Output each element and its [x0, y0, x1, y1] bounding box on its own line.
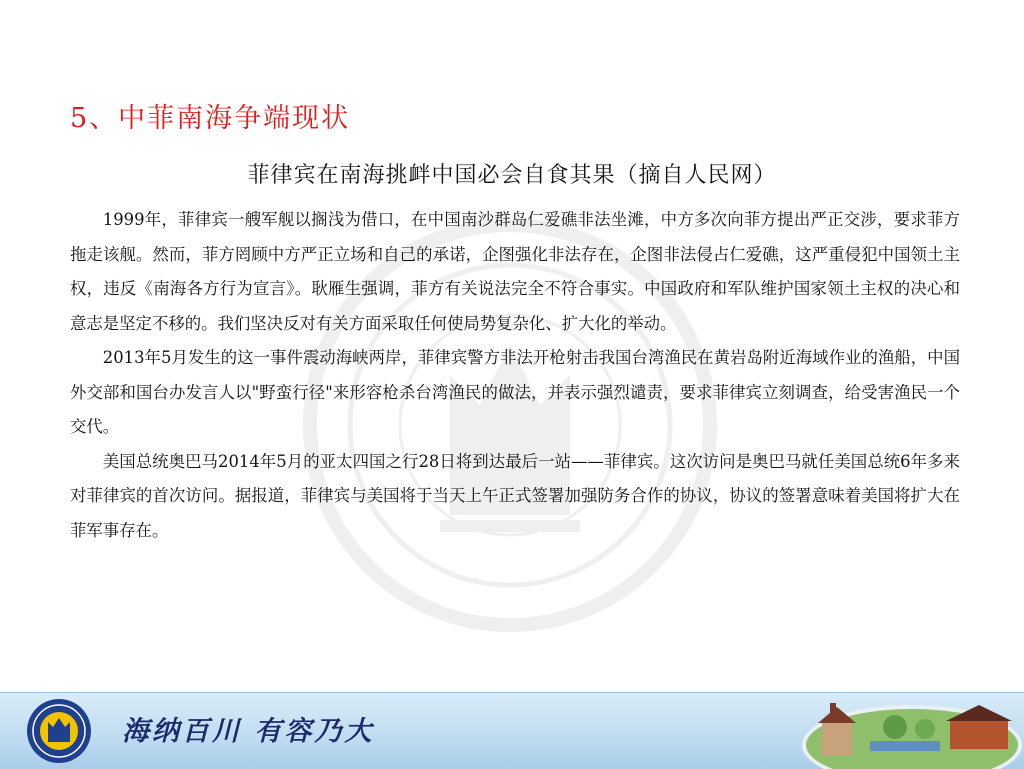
campus-scenery-image: [800, 693, 1024, 769]
paragraph-1: 1999年，菲律宾一艘军舰以搁浅为借口，在中国南沙群岛仁爱礁非法坐滩，中方多次向菲方提出严正交涉，要求菲方拖走该舰。然而，菲方罔顾中方严正立场和自己的承诺，企图强化非法存在，企图非法侵占仁爱礁，这严重侵犯中国领土主权，违反《南海各方行为宣言》。耿雁生强调，菲方有关说法完全不符合事实。中国政府和军队维护国家领土主权的决心和意志是坚定不移的。我们坚决反对有关方面采取任何使局势复杂化、扩大化的举动。: [70, 210, 960, 333]
paragraph-2: 2013年5月发生的这一事件震动海峡两岸，菲律宾警方非法开枪射击我国台湾渔民在黄岩岛附近海域作业的渔船，中国外交部和国台办发言人以"野蛮行径"来形容枪杀台湾渔民的做法，并表示强烈谴责，要求菲律宾立刻调查，给受害渔民一个交代。: [70, 348, 960, 436]
article-subtitle: 菲律宾在南海挑衅中国必会自食其果（摘自人民网）: [247, 163, 777, 188]
footer-banner: [0, 692, 1024, 769]
article-body: [70, 203, 960, 548]
slide-title: 5、中菲南海争端现状: [70, 103, 351, 134]
paragraph-3: 美国总统奥巴马2014年5月的亚太四国之行28日将到达最后一站——菲律宾。这次访问是奥巴马就任美国总统6年多来对菲律宾的首次访问。据报道，菲律宾与美国将于当天上午正式签署加强防务合作的协议，协议的签署意味着美国将扩大在菲军事存在。: [70, 451, 960, 540]
university-emblem-icon: [14, 696, 104, 766]
footer-motto: 海纳百川 有容乃大: [122, 716, 375, 747]
